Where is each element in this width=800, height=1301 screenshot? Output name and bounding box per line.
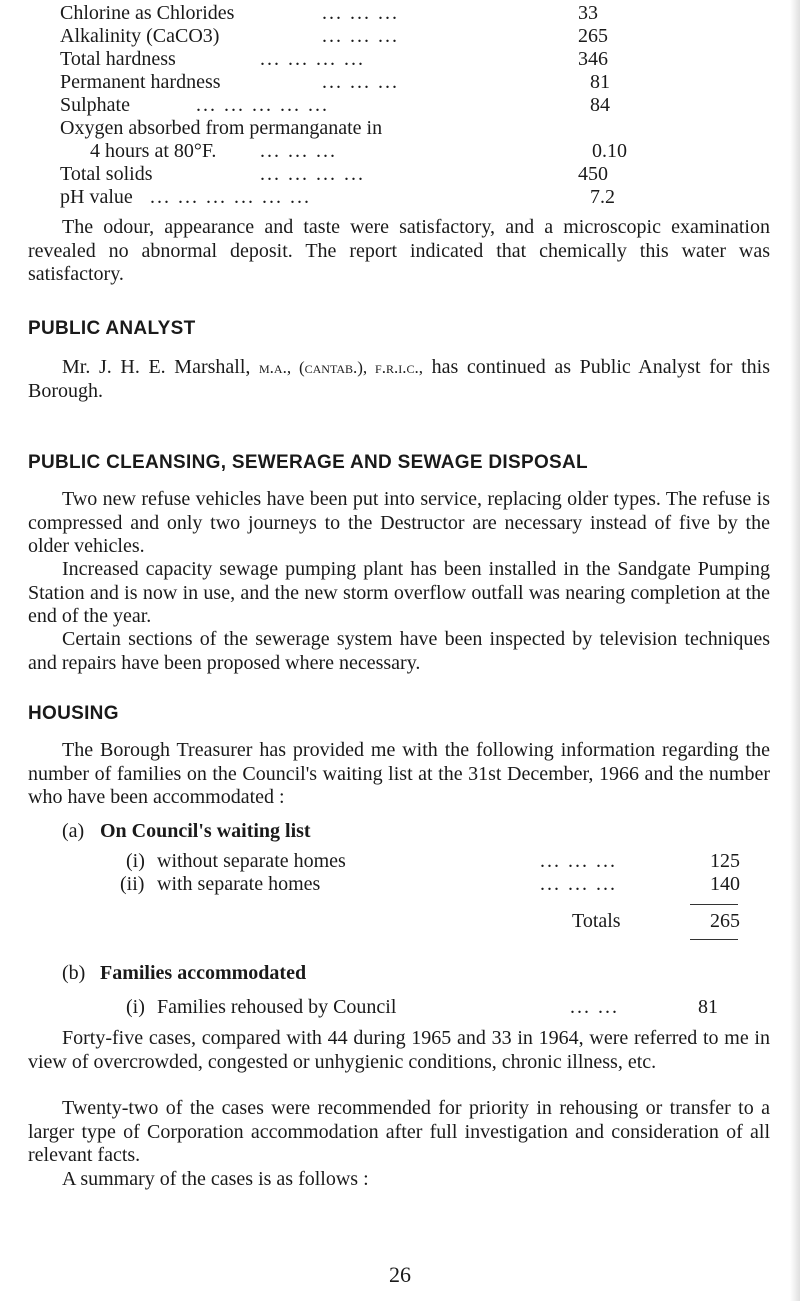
page-edge-shadow: [790, 0, 800, 1301]
analysis-value: 33: [578, 2, 598, 24]
cleansing-text: Increased capacity sewage pumping plant has been installed in the Sandgate Pumping Station and is now in use, and the new storm overflow outfall was nearing completion at the end of the year.: [28, 558, 770, 627]
housing-intro: [28, 739, 770, 810]
cleansing-paragraph: [28, 628, 770, 675]
totals-rule-bottom: [690, 939, 738, 940]
totals-value: 265: [710, 910, 740, 932]
leader-dots: ... ... ... ...: [260, 163, 365, 185]
analyst-qualifications: m.a., (cantab.), f.r.i.c.,: [259, 358, 423, 377]
closing-text: Twenty-two of the cases were recommended for priority in rehousing or transfer to a larger type of Corporation accommodation after full investigation and consideration of all relevant facts.: [28, 1097, 770, 1166]
waiting-row-num: (i): [126, 850, 145, 872]
leader-dots: ... ... ... ... ...: [196, 94, 329, 116]
analyst-text-end: has continued as Public Analyst for this Borough.: [28, 356, 770, 402]
leader-dots: ... ... ...: [540, 873, 617, 895]
accommodated-row-num: (i): [126, 996, 145, 1018]
analysis-label: Alkalinity (CaCO3): [60, 25, 220, 47]
analysis-value: 0.10: [592, 140, 627, 162]
closing-text: A summary of the cases is as follows :: [62, 1168, 369, 1190]
accommodated-row-label: Families rehoused by Council: [157, 996, 397, 1018]
leader-dots: ... ... ...: [322, 71, 399, 93]
leader-dots: ... ... ...: [322, 25, 399, 47]
leader-dots: ... ... ... ... ... ...: [150, 186, 311, 208]
analysis-value: 450: [578, 163, 608, 185]
accommodated-title: Families accommodated: [100, 962, 307, 984]
waiting-row-label: with separate homes: [157, 873, 321, 895]
heading-public-analyst: PUBLIC ANALYST: [28, 318, 196, 339]
analysis-value: 84: [590, 94, 610, 116]
leader-dots: ... ...: [570, 996, 619, 1018]
analysis-value: 7.2: [590, 186, 615, 208]
analysis-label: Permanent hardness: [60, 71, 221, 93]
waiting-row-label: without separate homes: [157, 850, 346, 872]
heading-housing: HOUSING: [28, 703, 119, 724]
accommodated-marker: (b): [62, 962, 86, 984]
waiting-row-value: 140: [710, 873, 740, 895]
accommodated-row-value: 81: [698, 996, 718, 1018]
analysis-value: 265: [578, 25, 608, 47]
heading-public-cleansing: PUBLIC CLEANSING, SEWERAGE AND SEWAGE DISPOSAL: [28, 452, 588, 473]
cleansing-text: Certain sections of the sewerage system have been inspected by television techniques and repairs have been proposed where necessary.: [28, 628, 770, 674]
closing-paragraph: [28, 1027, 770, 1074]
leader-dots: ... ... ...: [260, 140, 337, 162]
analysis-value: 81: [590, 71, 610, 93]
odour-text: The odour, appearance and taste were satisfactory, and a microscopic examination revealed no abnormal deposit. The report indicated that chemically this water was satisfactory.: [28, 216, 770, 285]
analysis-label: 4 hours at 80°F.: [90, 140, 217, 162]
cleansing-paragraph: [28, 488, 770, 559]
analysis-label: Total solids: [60, 163, 153, 185]
analysis-label: Sulphate: [60, 94, 130, 116]
closing-paragraph: [28, 1168, 770, 1192]
page-number: 26: [389, 1262, 411, 1287]
housing-intro-text: The Borough Treasurer has provided me with the following information regarding the number of families on the Council's waiting list at the 31st December, 1966 and the number who have been accommodated :: [28, 739, 770, 808]
closing-text: Forty-five cases, compared with 44 during 1965 and 33 in 1964, were referred to me in view of overcrowded, congested or unhygienic conditions, chronic illness, etc.: [28, 1027, 770, 1073]
leader-dots: ... ... ...: [540, 850, 617, 872]
waiting-list-marker: (a): [62, 820, 85, 842]
odour-paragraph: [28, 216, 770, 287]
waiting-list-title: On Council's waiting list: [100, 820, 311, 842]
analysis-value: 346: [578, 48, 608, 70]
analysis-label: pH value: [60, 186, 133, 208]
analysis-label: Oxygen absorbed from permanganate in: [60, 117, 383, 139]
cleansing-text: Two new refuse vehicles have been put into service, replacing older types. The refuse is compressed and only two journeys to the Destructor are necessary instead of five by the older vehicles.: [28, 488, 770, 557]
cleansing-paragraph: [28, 558, 770, 629]
closing-paragraph: [28, 1097, 770, 1168]
leader-dots: ... ... ... ...: [260, 48, 365, 70]
waiting-row-num: (ii): [120, 873, 145, 895]
analyst-text: Mr. J. H. E. Marshall,: [62, 356, 260, 378]
analysis-label: Chlorine as Chlorides: [60, 2, 235, 24]
totals-rule-top: [690, 904, 738, 905]
leader-dots: ... ... ...: [322, 2, 399, 24]
analyst-paragraph: [28, 356, 770, 403]
analysis-label: Total hardness: [60, 48, 176, 70]
totals-label: Totals: [572, 910, 621, 932]
waiting-row-value: 125: [710, 850, 740, 872]
